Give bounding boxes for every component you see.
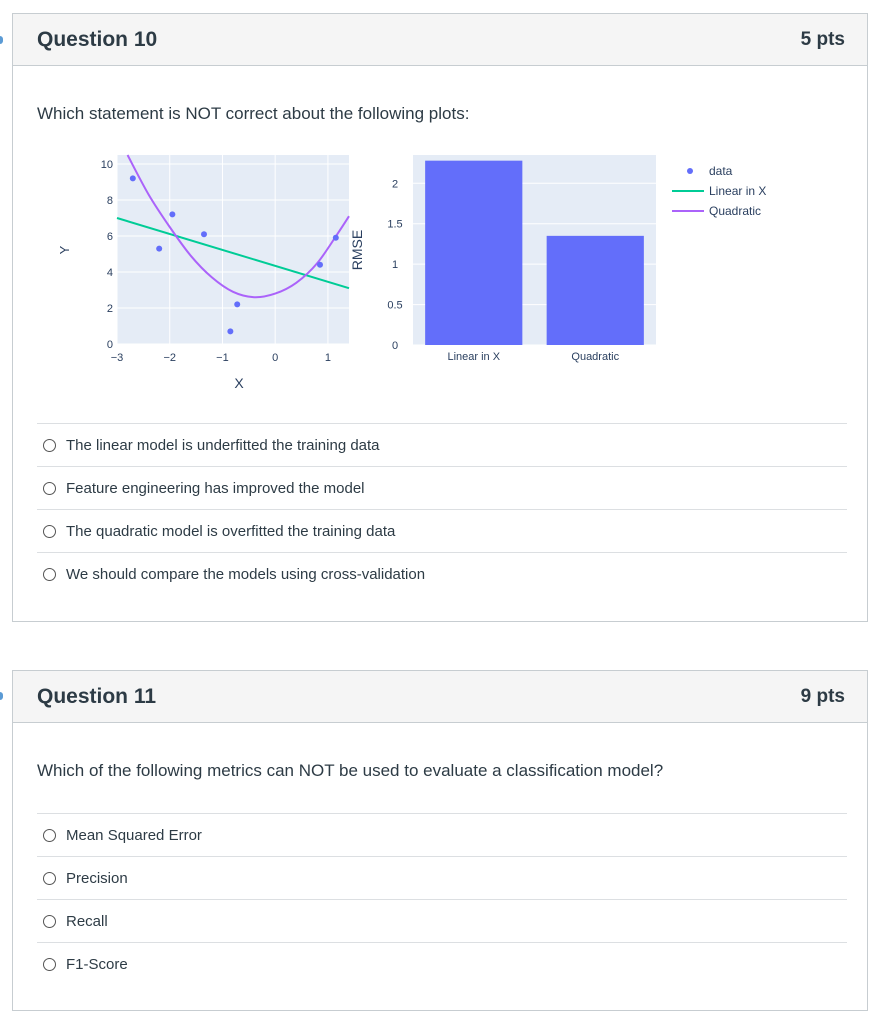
data-point	[317, 262, 323, 268]
data-point	[201, 231, 207, 237]
answer-label: The quadratic model is overfitted the training data	[66, 522, 396, 540]
question-indicator	[0, 36, 3, 44]
bar	[425, 161, 522, 345]
answer-option[interactable]	[37, 552, 847, 595]
data-point	[169, 211, 175, 217]
y-tick-label: 0.5	[387, 299, 403, 312]
bar-y-ticks	[387, 178, 402, 352]
data-point	[227, 328, 233, 334]
radio-button[interactable]	[43, 872, 56, 885]
y-tick-label: 2	[106, 303, 113, 315]
legend-label: data	[709, 164, 733, 178]
question-header	[13, 671, 867, 723]
data-point	[130, 175, 136, 181]
bar	[547, 236, 644, 345]
bar-x-ticks	[447, 351, 619, 363]
scatter-y-axis-label: Y	[57, 245, 72, 255]
legend	[672, 164, 766, 218]
radio-button[interactable]	[43, 439, 56, 452]
answer-option[interactable]	[37, 423, 847, 466]
question-points: 9 pts	[800, 685, 845, 707]
x-tick-label: 0	[272, 352, 279, 364]
y-tick-label: 0	[391, 340, 399, 352]
question-text: Which statement is NOT correct about the following plots:	[37, 104, 470, 123]
answer-label: Precision	[66, 869, 128, 887]
y-tick-label: 10	[100, 159, 113, 171]
x-tick-label: −2	[163, 352, 177, 364]
question-title: Question 10	[37, 27, 158, 51]
answer-option[interactable]	[37, 856, 847, 899]
scatter-plot-area	[117, 155, 349, 344]
question-points: 5 pts	[800, 28, 845, 50]
x-tick-label: Quadratic	[571, 351, 620, 363]
scatter-y-ticks	[101, 159, 113, 351]
legend-label: Quadratic	[709, 204, 762, 218]
question-header	[13, 14, 867, 66]
data-point	[234, 301, 240, 307]
scatter-x-ticks	[111, 352, 331, 364]
y-tick-label: 6	[106, 231, 113, 243]
answer-label: Recall	[66, 912, 108, 930]
answer-label: The linear model is underfitted the training data	[66, 436, 380, 454]
answer-label: Feature engineering has improved the model	[66, 479, 365, 497]
y-tick-label: 0	[106, 339, 113, 351]
radio-button[interactable]	[43, 829, 56, 842]
question-text: Which of the following metrics can NOT be used to evaluate a classification model?	[37, 761, 664, 780]
bar-chart	[349, 155, 656, 363]
question-10-card	[12, 13, 868, 622]
radio-button[interactable]	[43, 525, 56, 538]
answer-list	[37, 423, 847, 595]
question-11-card	[12, 670, 868, 1011]
data-point	[333, 235, 339, 241]
answer-option[interactable]	[37, 813, 847, 856]
x-tick-label: Linear in X	[447, 351, 501, 363]
scatter-x-axis-label: X	[234, 375, 244, 391]
x-tick-label: −1	[216, 352, 229, 364]
question-figure	[43, 144, 843, 404]
legend-label: Linear in X	[709, 184, 767, 198]
scatter-plot	[57, 155, 349, 391]
legend-marker	[687, 168, 693, 174]
data-point	[156, 246, 162, 252]
question-title: Question 11	[37, 684, 157, 708]
x-tick-label: −3	[110, 352, 124, 364]
answer-option[interactable]	[37, 466, 847, 509]
answer-label: Mean Squared Error	[66, 826, 202, 844]
y-tick-label: 8	[106, 195, 113, 207]
y-tick-label: 1.5	[387, 218, 403, 231]
radio-button[interactable]	[43, 958, 56, 971]
answer-label: F1-Score	[66, 955, 128, 973]
answer-option[interactable]	[37, 899, 847, 942]
answer-label: We should compare the models using cross-validation	[66, 565, 426, 583]
bar-y-axis-label: RMSE	[349, 229, 365, 271]
y-tick-label: 2	[391, 178, 399, 191]
radio-button[interactable]	[43, 482, 56, 495]
answer-option[interactable]	[37, 509, 847, 552]
answer-option[interactable]	[37, 942, 847, 985]
radio-button[interactable]	[43, 568, 56, 581]
answer-list	[37, 813, 847, 985]
question-indicator	[0, 692, 3, 700]
radio-button[interactable]	[43, 915, 56, 928]
x-tick-label: 1	[324, 352, 331, 364]
y-tick-label: 1	[391, 259, 399, 272]
y-tick-label: 4	[106, 267, 113, 279]
